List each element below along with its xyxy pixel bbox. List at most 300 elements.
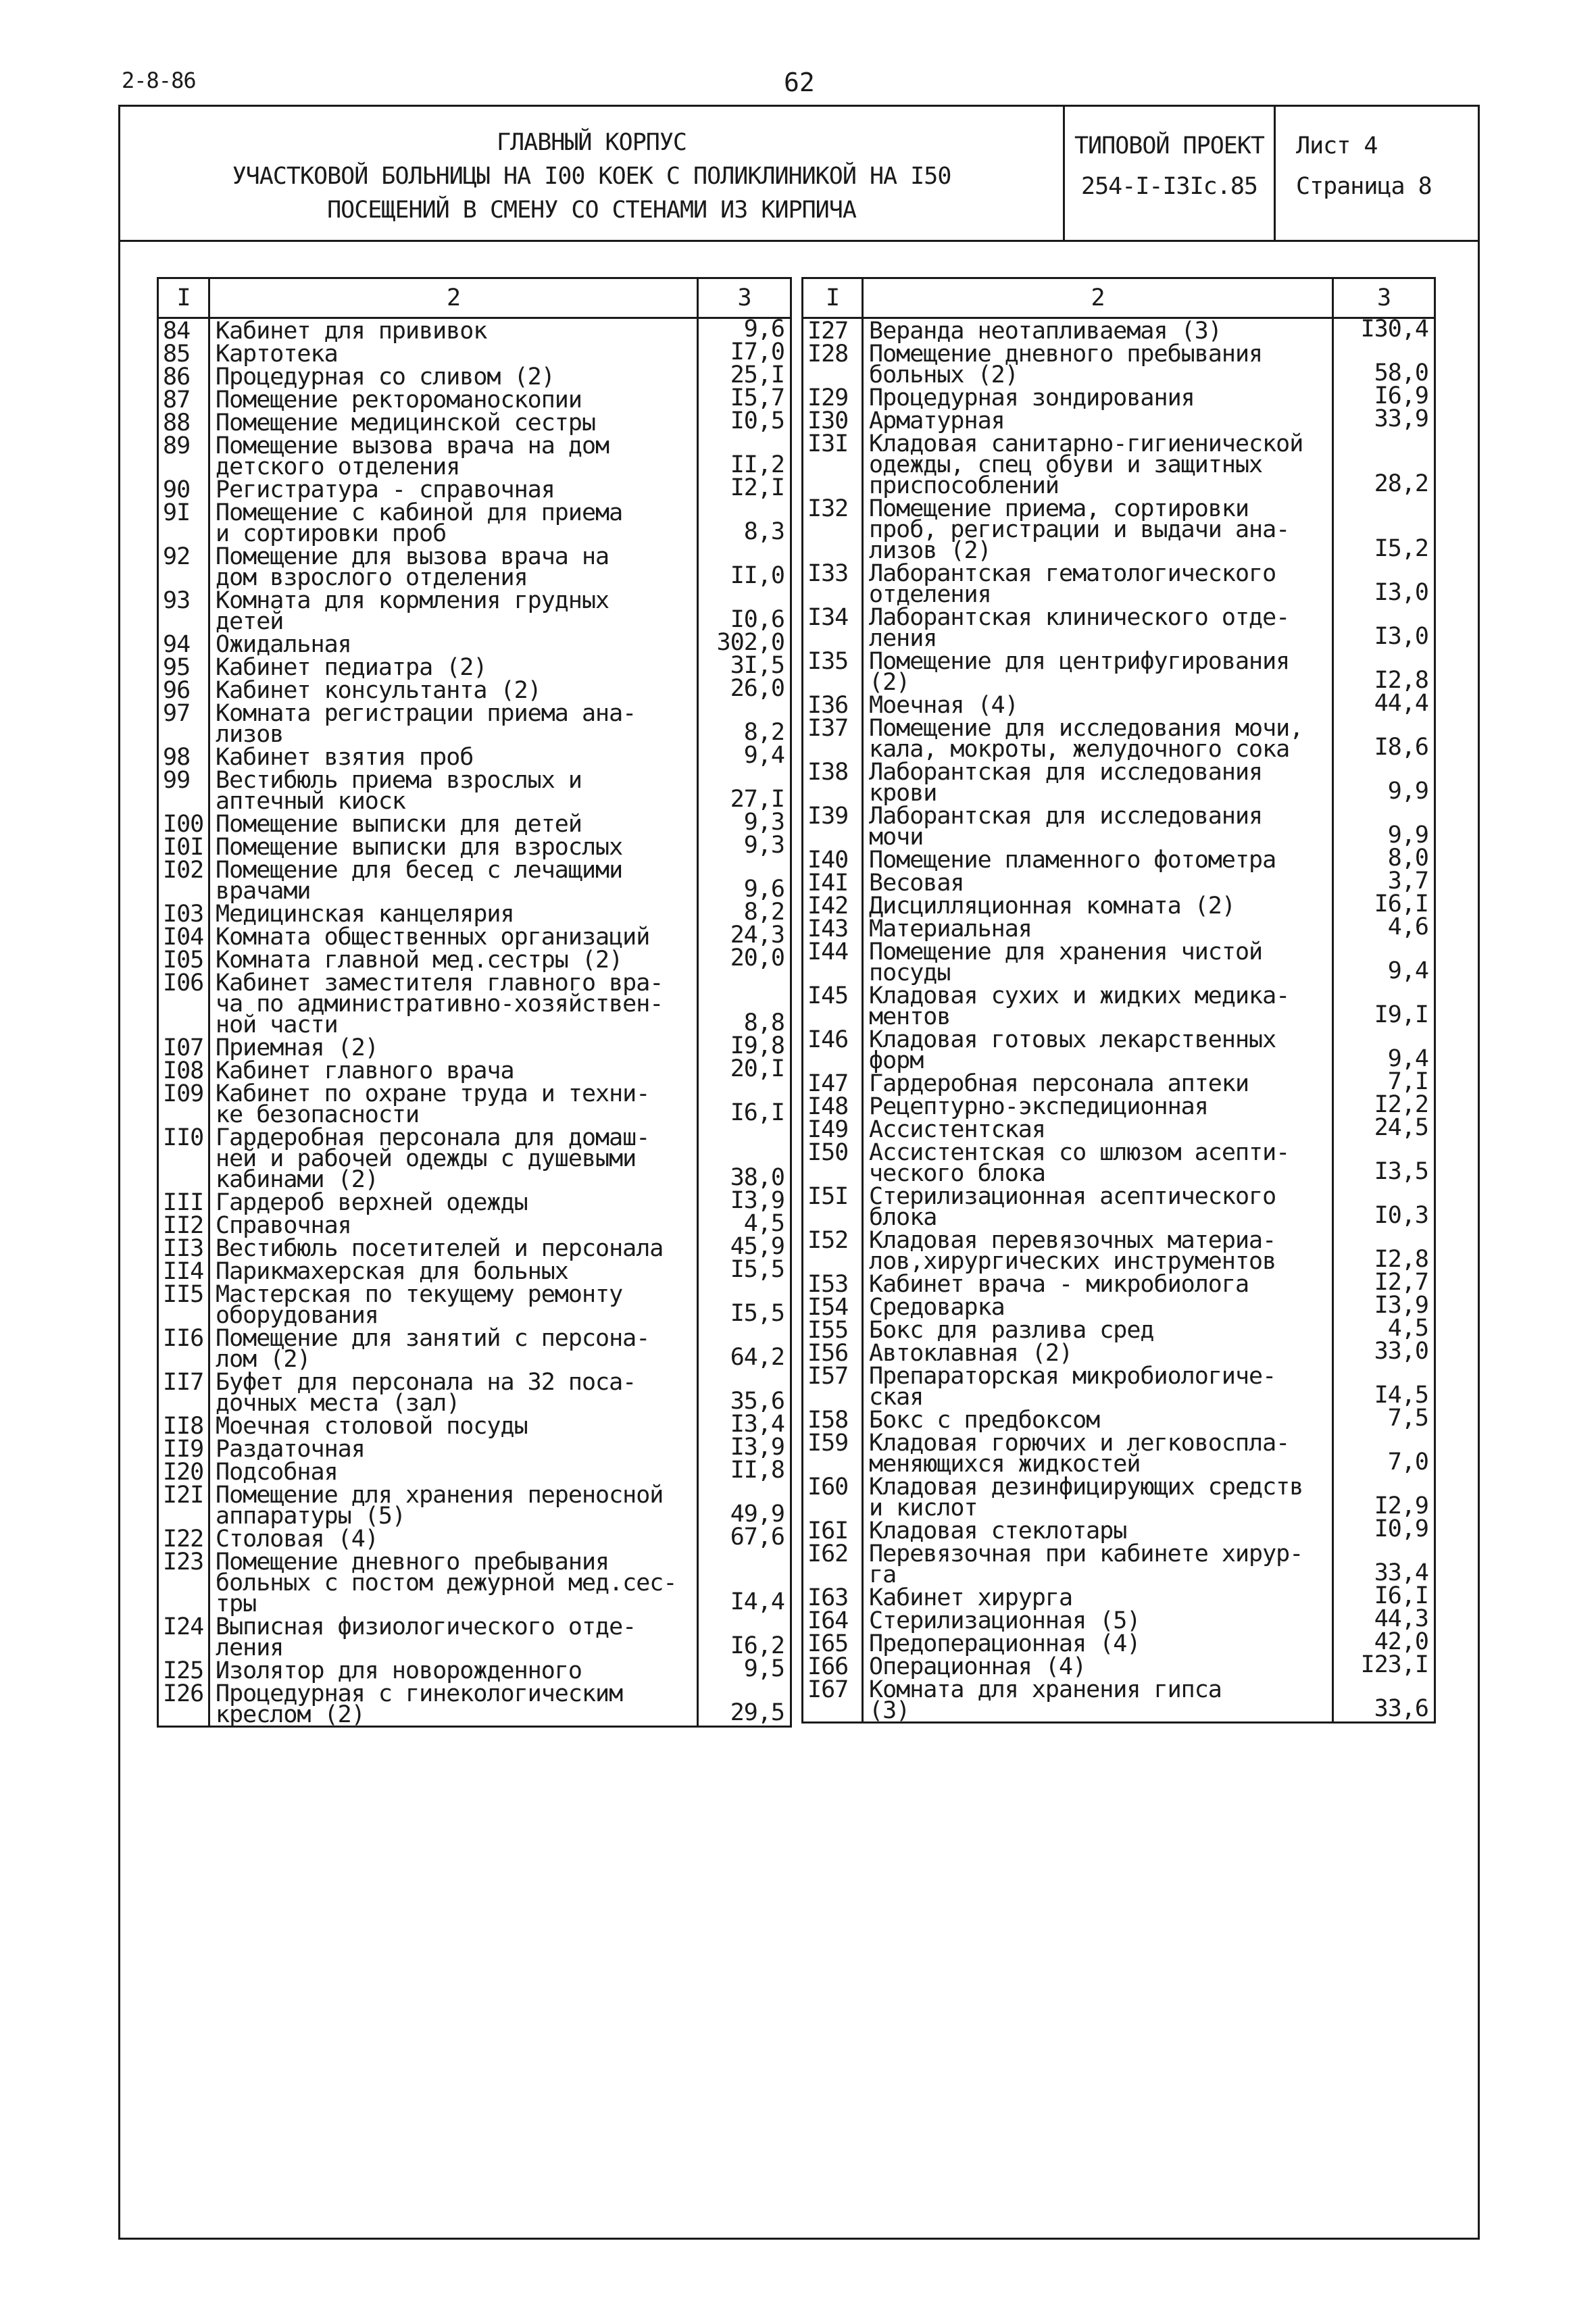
table-row — [803, 1431, 1435, 1475]
sheet-cell — [1276, 107, 1482, 240]
room-name-line: Комната для кормления грудных — [216, 587, 609, 614]
room-name-line: ментов — [869, 1003, 951, 1030]
room-name-line: Материальная — [869, 915, 1032, 942]
room-name — [863, 495, 1333, 564]
room-area: 9,4 — [1333, 940, 1435, 984]
room-name-line: Стерилизационная (5) — [869, 1607, 1141, 1634]
room-area: 8,2 — [698, 902, 791, 925]
room-name-line: Помещение пламенного фотометра — [869, 847, 1276, 874]
room-name-line: Комната общественных организаций — [216, 924, 650, 951]
room-name-line: Медицинская канцелярия — [216, 901, 514, 928]
table-row — [158, 434, 791, 478]
room-name-line: Кладовая готовых лекарственных — [869, 1026, 1276, 1053]
room-name-line: оборудования — [216, 1302, 378, 1329]
room-area: 302,0 — [698, 632, 791, 655]
title-line: ПОСЕЩЕНИЙ В СМЕНУ СО СТЕНАМИ ИЗ КИРПИЧА — [327, 197, 856, 224]
table-row — [803, 1586, 1435, 1609]
room-name-line: и сортировки проб — [216, 520, 447, 547]
room-name — [863, 432, 1333, 497]
room-name-line: Столовая (4) — [216, 1526, 378, 1553]
room-area: I23,I — [1333, 1655, 1435, 1678]
room-number: I42 — [803, 894, 863, 917]
room-number: I60 — [803, 1475, 863, 1519]
room-name-line: кала, мокроты, желудочного сока — [869, 736, 1290, 763]
room-name — [209, 411, 698, 434]
room-area: I3,5 — [1333, 1140, 1435, 1184]
table-row — [158, 1615, 791, 1659]
room-name — [863, 409, 1333, 432]
room-name-line: Кабинет хирурга — [869, 1584, 1073, 1611]
room-name — [863, 1519, 1333, 1542]
room-area: I3,9 — [698, 1437, 791, 1460]
room-name-line: ней и рабочей одежды с душевыми — [216, 1145, 637, 1172]
room-number: I30 — [803, 409, 863, 432]
room-name — [209, 834, 698, 861]
room-number: I24 — [158, 1615, 209, 1659]
room-area: I2,I — [698, 478, 791, 501]
room-name-line: (3) — [869, 1697, 910, 1724]
room-number: I43 — [803, 917, 863, 940]
table-header-row — [158, 278, 791, 318]
room-name — [209, 318, 698, 343]
room-name-line: Кладовая перевязочных материа- — [869, 1227, 1276, 1254]
room-name-line: Изолятор для новорожденного — [216, 1657, 582, 1684]
room-name-line: детей — [216, 608, 284, 635]
room-number: I53 — [803, 1272, 863, 1295]
table-row — [803, 1542, 1435, 1586]
room-number: I40 — [803, 848, 863, 871]
table-row — [803, 917, 1435, 940]
table-row — [158, 342, 791, 365]
room-number: I48 — [803, 1095, 863, 1117]
table-row — [803, 1609, 1435, 1632]
room-area: 9,9 — [1333, 804, 1435, 848]
room-number: I09 — [158, 1082, 209, 1126]
room-name-line: детского отделения — [216, 453, 460, 480]
table-row — [803, 1632, 1435, 1655]
room-name — [209, 1482, 698, 1530]
room-area: 33,6 — [1333, 1678, 1435, 1723]
room-number: I64 — [803, 1609, 863, 1632]
room-number: 93 — [158, 588, 209, 632]
room-name — [209, 947, 698, 974]
table-row — [803, 1272, 1435, 1295]
room-number: II0 — [158, 1126, 209, 1190]
room-name — [209, 857, 698, 905]
room-name — [863, 1294, 1333, 1321]
room-area: I6,9 — [1333, 386, 1435, 409]
table-row — [158, 701, 791, 745]
room-area: 4,5 — [1333, 1318, 1435, 1341]
table-row — [803, 1117, 1435, 1140]
table-row — [158, 1460, 791, 1483]
room-area: 44,3 — [1333, 1609, 1435, 1632]
table-row — [158, 768, 791, 812]
room-area: 9,3 — [698, 812, 791, 835]
room-area: I2,7 — [1333, 1272, 1435, 1295]
room-name-line: ления — [869, 625, 937, 652]
room-area: 9,3 — [698, 835, 791, 858]
table-row — [158, 1236, 791, 1259]
room-name — [863, 692, 1333, 719]
room-name-line: Кабинет для прививок — [216, 318, 487, 345]
table-row — [803, 561, 1435, 605]
room-name — [209, 1258, 698, 1285]
room-number: 95 — [158, 655, 209, 678]
room-number: I62 — [803, 1542, 863, 1586]
room-name-line: Моечная (4) — [869, 692, 1018, 719]
room-name-line: Помещение для бесед с лечащими — [216, 857, 623, 884]
room-name — [863, 1542, 1333, 1586]
room-name — [209, 587, 698, 635]
room-number: 92 — [158, 545, 209, 588]
table-row — [158, 1190, 791, 1213]
room-number: I37 — [803, 716, 863, 760]
room-name-line: Лаборантская клинического отде- — [869, 604, 1290, 631]
room-name-line: лов,хирургических инструментов — [869, 1248, 1276, 1275]
table-row — [803, 1095, 1435, 1117]
room-number: I58 — [803, 1408, 863, 1431]
room-name-line: Ожидальная — [216, 631, 351, 658]
room-name-line: посуды — [869, 959, 951, 986]
table-row — [803, 1140, 1435, 1184]
room-name-line: Кладовая сухих и жидких медика- — [869, 982, 1290, 1009]
table-row — [803, 1072, 1435, 1095]
room-name-line: приспособлений — [869, 472, 1059, 499]
room-name-line: Кабинет по охране труда и техни- — [216, 1080, 650, 1107]
room-area: I6,I — [698, 1082, 791, 1126]
room-name-line: аптечный киоск — [216, 788, 406, 815]
room-name-line: Парикмахерская для больных — [216, 1258, 568, 1285]
room-area: 25,I — [698, 365, 791, 388]
table-row — [158, 545, 791, 588]
room-name — [209, 501, 698, 545]
room-number: I08 — [158, 1059, 209, 1082]
room-area: 38,0 — [698, 1126, 791, 1190]
room-name-line: дочных места (зал) — [216, 1390, 460, 1417]
room-area: 58,0 — [1333, 342, 1435, 386]
room-name-line: мочи — [869, 824, 924, 851]
room-name — [863, 870, 1333, 897]
room-name — [209, 1682, 698, 1727]
table-row — [158, 1282, 791, 1326]
room-number: I59 — [803, 1431, 863, 1475]
table-row — [158, 1437, 791, 1460]
room-number: I04 — [158, 925, 209, 948]
table-row — [803, 1184, 1435, 1228]
room-name — [209, 1550, 698, 1615]
room-name-line: Регистратура - справочная — [216, 476, 555, 503]
room-area: I5,5 — [698, 1259, 791, 1282]
table-row — [158, 858, 791, 902]
room-name-line: Кладовая санитарно-гигиенической — [869, 430, 1303, 457]
room-number: I67 — [803, 1678, 863, 1723]
room-number: II4 — [158, 1259, 209, 1282]
table-row — [158, 1059, 791, 1082]
room-number: II6 — [158, 1326, 209, 1370]
room-number: I22 — [158, 1527, 209, 1550]
room-number: 90 — [158, 478, 209, 501]
room-name — [209, 1036, 698, 1059]
table-header-row — [803, 278, 1435, 318]
table-row — [803, 1318, 1435, 1341]
room-area: I2,8 — [1333, 649, 1435, 693]
table-row — [803, 1655, 1435, 1678]
room-name — [863, 1183, 1333, 1231]
table-row — [803, 848, 1435, 871]
room-name-line: Кладовая стеклотары — [869, 1517, 1127, 1544]
room-number: I44 — [803, 940, 863, 984]
table-row — [803, 1295, 1435, 1318]
room-name — [863, 917, 1333, 940]
room-name — [209, 1459, 698, 1486]
room-name-line: Кабинет заместителя главного вра- — [216, 970, 664, 997]
room-number: I06 — [158, 971, 209, 1036]
room-name-line: кабинами (2) — [216, 1166, 378, 1193]
room-name-line: Кабинет главного врача — [216, 1057, 514, 1084]
room-name — [209, 767, 698, 815]
table-row — [158, 1682, 791, 1727]
room-name-line: (2) — [869, 669, 910, 696]
room-area: I0,3 — [1333, 1184, 1435, 1228]
room-name-line: Помещение для исследования мочи, — [869, 715, 1303, 742]
room-name-line: Лаборантская для исследования — [869, 759, 1263, 786]
room-area: I3,4 — [698, 1414, 791, 1437]
room-name — [209, 811, 698, 838]
room-name-line: Лаборантская гематологического — [869, 560, 1276, 587]
room-name-line: Помещение для вызова врача на — [216, 543, 609, 570]
room-name — [209, 1526, 698, 1553]
room-number: 9I — [158, 501, 209, 545]
room-name — [209, 478, 698, 501]
table-row — [158, 1527, 791, 1550]
room-number: 94 — [158, 632, 209, 655]
room-number: I28 — [803, 342, 863, 386]
room-name — [863, 386, 1333, 409]
room-name — [863, 1430, 1333, 1478]
table-row — [158, 1082, 791, 1126]
room-name — [863, 1655, 1333, 1678]
room-name-line: ной части — [216, 1011, 338, 1038]
room-area: 29,5 — [698, 1682, 791, 1727]
room-area: I3,0 — [1333, 561, 1435, 605]
room-number: I46 — [803, 1028, 863, 1072]
room-area: 9,6 — [698, 318, 791, 343]
room-area: 7,5 — [1333, 1408, 1435, 1431]
room-area: I2,2 — [1333, 1095, 1435, 1117]
room-name — [209, 1615, 698, 1659]
room-number: I63 — [803, 1586, 863, 1609]
room-name-line: Помещение ректороманоскопии — [216, 386, 582, 413]
room-area: I0,6 — [698, 588, 791, 632]
room-area: I4,5 — [1333, 1364, 1435, 1408]
table-row — [803, 716, 1435, 760]
room-name — [209, 901, 698, 928]
room-area: 3,7 — [1333, 871, 1435, 894]
room-area: I8,6 — [1333, 716, 1435, 760]
room-area: 33,0 — [1333, 1341, 1435, 1364]
room-name-line: Автоклавная (2) — [869, 1340, 1073, 1367]
room-number: I39 — [803, 804, 863, 848]
room-name — [209, 971, 698, 1036]
room-name-line: Кладовая горючих и легковоспла- — [869, 1430, 1290, 1457]
room-name — [209, 924, 698, 951]
table-row — [803, 894, 1435, 917]
room-name-line: Процедурная со сливом (2) — [216, 363, 555, 391]
room-number: 99 — [158, 768, 209, 812]
room-name — [863, 892, 1333, 920]
room-name — [863, 1475, 1333, 1519]
table-row — [158, 1259, 791, 1282]
room-number: III — [158, 1190, 209, 1213]
table-row — [158, 655, 791, 678]
room-name — [863, 1116, 1333, 1143]
room-area: 9,9 — [1333, 760, 1435, 804]
room-area: I30,4 — [1333, 318, 1435, 343]
table-row — [803, 605, 1435, 649]
room-area: 8,0 — [1333, 848, 1435, 871]
title-block-name — [120, 107, 1065, 240]
room-number: I65 — [803, 1632, 863, 1655]
room-name-line: Предоперационная (4) — [869, 1630, 1141, 1657]
room-area: I6,I — [1333, 894, 1435, 917]
table-row — [158, 365, 791, 388]
room-number: I29 — [803, 386, 863, 409]
room-name — [863, 1139, 1333, 1187]
room-number: I49 — [803, 1117, 863, 1140]
table-row — [158, 925, 791, 948]
room-area: I9,I — [1333, 984, 1435, 1028]
table-row — [158, 411, 791, 434]
room-number: 97 — [158, 701, 209, 745]
room-number: I25 — [158, 1659, 209, 1682]
room-number: I50 — [803, 1140, 863, 1184]
room-name — [209, 388, 698, 411]
room-number: I32 — [803, 497, 863, 561]
room-name — [863, 715, 1333, 763]
table-row — [158, 1213, 791, 1236]
room-name-line: аппаратуры (5) — [216, 1503, 406, 1530]
room-area: II,2 — [698, 434, 791, 478]
room-name — [209, 1436, 698, 1463]
room-name — [863, 1317, 1333, 1344]
room-number: II8 — [158, 1414, 209, 1437]
room-name-line: Помещение дневного пребывания — [216, 1549, 609, 1576]
room-area: 9,4 — [1333, 1028, 1435, 1072]
room-name-line: Подсобная — [216, 1459, 338, 1486]
room-number: II3 — [158, 1236, 209, 1259]
room-name — [209, 341, 698, 368]
room-name-line: Помещение приема, сортировки — [869, 495, 1249, 522]
table-row — [158, 678, 791, 701]
room-name-line: проб, регистрации и выдачи ана- — [869, 516, 1290, 543]
column-header-area: 3 — [698, 278, 791, 318]
room-name-line: лом (2) — [216, 1346, 311, 1373]
room-name — [863, 803, 1333, 851]
project-cell — [1065, 107, 1276, 240]
page-number: 62 — [784, 68, 815, 97]
room-number: 87 — [158, 388, 209, 411]
room-number: I36 — [803, 693, 863, 716]
table-row — [803, 649, 1435, 693]
room-name-line: Перевязочная при кабинете хирур- — [869, 1540, 1303, 1567]
table-row — [803, 1475, 1435, 1519]
room-name-line: Комната для хранения гипса — [869, 1676, 1222, 1703]
room-area: 3I,5 — [698, 655, 791, 678]
table-row — [803, 940, 1435, 984]
room-area: I7,0 — [698, 342, 791, 365]
room-name-line: Вестибюль приема взрослых и — [216, 767, 582, 794]
table-row — [158, 1483, 791, 1527]
room-number: I52 — [803, 1228, 863, 1272]
column-header-area: 3 — [1333, 278, 1435, 318]
table-row — [158, 318, 791, 343]
room-name-line: Помещение для хранения чистой — [869, 938, 1263, 965]
room-name — [209, 1325, 698, 1373]
room-number: I0I — [158, 835, 209, 858]
room-area: I2,9 — [1333, 1475, 1435, 1519]
room-area: II,0 — [698, 545, 791, 588]
room-name — [863, 318, 1333, 343]
room-name — [209, 1212, 698, 1239]
room-number: II2 — [158, 1213, 209, 1236]
room-name-line: Процедурная зондирования — [869, 384, 1195, 411]
room-name-line: Дисцилляционная комната (2) — [869, 892, 1235, 920]
room-name — [209, 1124, 698, 1193]
room-number: 88 — [158, 411, 209, 434]
room-name-line: Кабинет консультанта (2) — [216, 677, 541, 704]
room-number: I07 — [158, 1036, 209, 1059]
table-row — [158, 1370, 791, 1414]
room-name-line: креслом (2) — [216, 1701, 365, 1728]
table-row — [158, 902, 791, 925]
room-name-line: тры — [216, 1590, 257, 1617]
room-number: I2I — [158, 1483, 209, 1527]
table-row — [158, 1550, 791, 1615]
room-name-line: Арматурная — [869, 407, 1005, 434]
document-code: 2-8-86 — [122, 68, 196, 93]
room-name-line: Буфет для персонала на 32 поса- — [216, 1369, 637, 1396]
room-name-line: Помещение выписки для детей — [216, 811, 582, 838]
table-row — [803, 804, 1435, 848]
room-area: I6,I — [1333, 1586, 1435, 1609]
room-name-line: ления — [216, 1634, 284, 1661]
room-name-line: одежды, спец обуви и защитных — [869, 451, 1263, 478]
room-name — [863, 1632, 1333, 1655]
room-number: I54 — [803, 1295, 863, 1318]
room-area: II,8 — [698, 1460, 791, 1483]
table-row — [158, 501, 791, 545]
room-name — [863, 1678, 1333, 1723]
room-name-line: блока — [869, 1204, 937, 1231]
room-name-line: врачами — [216, 878, 311, 905]
room-name — [863, 1271, 1333, 1298]
room-name-line: Бокс с предбоксом — [869, 1407, 1100, 1434]
room-name-line: Кладовая дезинфицирующих средств — [869, 1474, 1303, 1501]
room-number: 89 — [158, 434, 209, 478]
rooms-table-right — [801, 277, 1436, 1724]
room-area: 49,9 — [698, 1483, 791, 1527]
room-number: 85 — [158, 342, 209, 365]
room-area: 33,4 — [1333, 1542, 1435, 1586]
table-row — [158, 812, 791, 835]
project-label: ТИПОВОЙ ПРОЕКТ — [1074, 132, 1264, 159]
room-name-line: Приемная (2) — [216, 1034, 378, 1061]
table-row — [158, 1659, 791, 1682]
room-area: I0,5 — [698, 411, 791, 434]
room-name-line: Помещение медицинской сестры — [216, 409, 596, 436]
room-name-line: лизов (2) — [869, 537, 991, 564]
